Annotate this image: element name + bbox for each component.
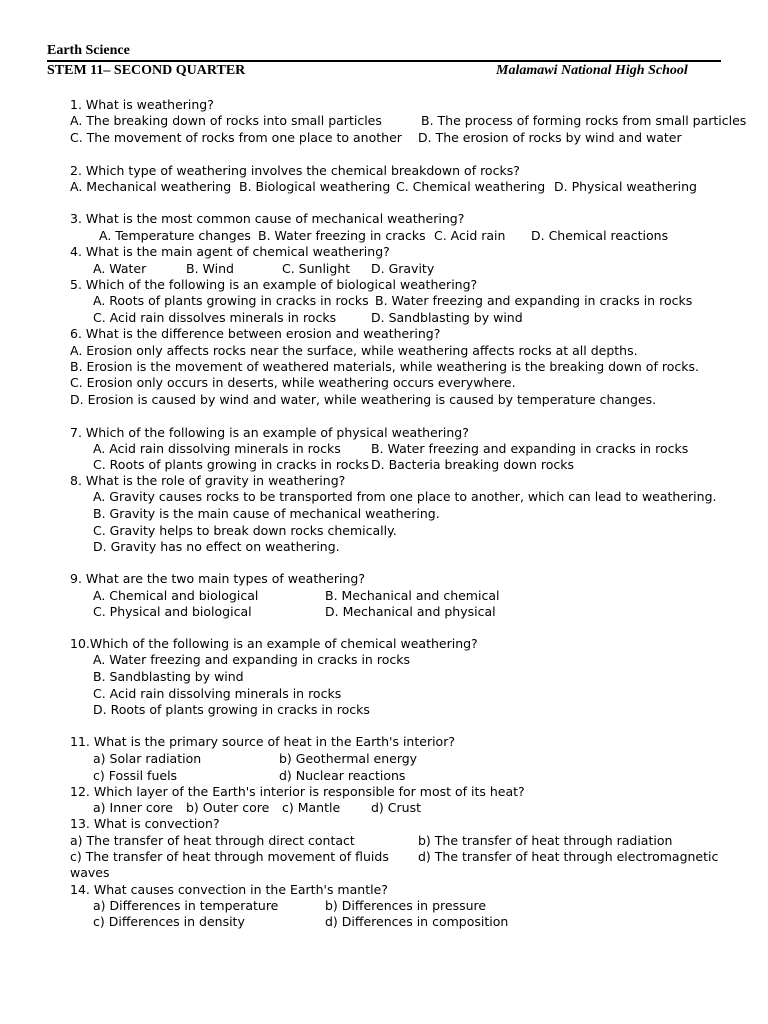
text-line: D. Gravity has no effect on weathering.	[93, 539, 340, 554]
text-line: b) Geothermal energy	[279, 751, 418, 766]
text-line: d) Nuclear reactions	[279, 768, 406, 783]
text-line: C. Gravity helps to break down rocks chemically.	[93, 523, 397, 538]
text-line: a) Differences in temperature	[93, 898, 279, 913]
text-line: D. The erosion of rocks by wind and water	[418, 130, 682, 145]
text-line: B. Sandblasting by wind	[93, 669, 244, 684]
text-line: A. Gravity causes rocks to be transported from one place to another, which can lead to weathering.	[93, 489, 717, 504]
text-line: 9. What are the two main types of weathering?	[70, 571, 365, 586]
text-line: A. The breaking down of rocks into small particles	[70, 113, 382, 128]
text-line: 3. What is the most common cause of mechanical weathering?	[70, 211, 465, 226]
text-line: D. Roots of plants growing in cracks in rocks	[93, 702, 370, 717]
school-name: Malamawi National High School	[496, 63, 688, 78]
text-line: B. The process of forming rocks from small particles	[421, 113, 747, 128]
text-line: A. Roots of plants growing in cracks in rocks	[93, 293, 369, 308]
text-line: C. Erosion only occurs in deserts, while weathering occurs everywhere.	[70, 375, 516, 390]
text-line: D. Gravity	[371, 261, 435, 276]
text-line: d) The transfer of heat through electromagnetic	[418, 849, 719, 864]
text-line: C. Sunlight	[282, 261, 351, 276]
text-line: b) The transfer of heat through radiation	[418, 833, 673, 848]
grade-quarter: STEM 11– SECOND QUARTER	[47, 63, 246, 78]
text-line: 14. What causes convection in the Earth's mantle?	[70, 882, 388, 897]
text-line: A. Erosion only affects rocks near the surface, while weathering affects rocks at all depths.	[70, 343, 638, 358]
text-line: 2. Which type of weathering involves the chemical breakdown of rocks?	[70, 163, 520, 178]
text-line: c) Fossil fuels	[93, 768, 178, 783]
text-line: d) Differences in composition	[325, 914, 509, 929]
text-line: B. Water freezing and expanding in cracks in rocks	[371, 441, 689, 456]
text-line: B. Wind	[186, 261, 234, 276]
text-line: 1. What is weathering?	[70, 97, 214, 112]
text-line: A. Acid rain dissolving minerals in rocks	[93, 441, 341, 456]
text-line: d) Crust	[371, 800, 421, 815]
text-line: c) Differences in density	[93, 914, 245, 929]
text-line: 4. What is the main agent of chemical weathering?	[70, 244, 390, 259]
text-line: B. Mechanical and chemical	[325, 588, 500, 603]
text-line: 11. What is the primary source of heat in the Earth's interior?	[70, 734, 455, 749]
text-line: B. Erosion is the movement of weathered materials, while weathering is the breaking down of rocks.	[70, 359, 699, 374]
text-line: 12. Which layer of the Earth's interior is responsible for most of its heat?	[70, 784, 525, 799]
text-line: A. Temperature changes	[99, 228, 251, 243]
text-line: A. Water	[93, 261, 147, 276]
text-line: D. Chemical reactions	[531, 228, 669, 243]
text-line: waves	[70, 865, 110, 880]
text-line: C. Chemical weathering	[396, 179, 546, 194]
text-line: 10.Which of the following is an example of chemical weathering?	[70, 636, 478, 651]
text-line: A. Mechanical weathering	[70, 179, 232, 194]
text-line: b) Differences in pressure	[325, 898, 487, 913]
text-line: c) The transfer of heat through movement of fluids	[70, 849, 389, 864]
text-line: a) Inner core	[93, 800, 173, 815]
text-line: a) The transfer of heat through direct contact	[70, 833, 355, 848]
text-line: C. The movement of rocks from one place to another	[70, 130, 402, 145]
text-line: C. Acid rain dissolving minerals in rocks	[93, 686, 342, 701]
text-line: 8. What is the role of gravity in weathering?	[70, 473, 346, 488]
text-line: 6. What is the difference between erosion and weathering?	[70, 326, 441, 341]
text-line: 7. Which of the following is an example of physical weathering?	[70, 425, 469, 440]
text-line: D. Physical weathering	[554, 179, 697, 194]
text-line: D. Bacteria breaking down rocks	[371, 457, 575, 472]
text-line: C. Acid rain dissolves minerals in rocks	[93, 310, 337, 325]
text-line: 5. Which of the following is an example of biological weathering?	[70, 277, 478, 292]
text-line: D. Mechanical and physical	[325, 604, 496, 619]
text-line: C. Roots of plants growing in cracks in rocks	[93, 457, 369, 472]
text-line: B. Biological weathering	[239, 179, 391, 194]
text-line: D. Erosion is caused by wind and water, while weathering is caused by temperature changes.	[70, 392, 657, 407]
text-line: 13. What is convection?	[70, 816, 220, 831]
text-line: D. Sandblasting by wind	[371, 310, 523, 325]
text-line: c) Mantle	[282, 800, 341, 815]
text-line: b) Outer core	[186, 800, 270, 815]
text-line: A. Chemical and biological	[93, 588, 259, 603]
text-line: B. Water freezing and expanding in cracks in rocks	[375, 293, 693, 308]
text-line: C. Physical and biological	[93, 604, 252, 619]
header-divider	[47, 60, 721, 62]
text-line: C. Acid rain	[434, 228, 506, 243]
text-line: A. Water freezing and expanding in cracks in rocks	[93, 652, 410, 667]
text-line: B. Water freezing in cracks	[258, 228, 426, 243]
text-line: a) Solar radiation	[93, 751, 202, 766]
text-line: B. Gravity is the main cause of mechanical weathering.	[93, 506, 440, 521]
subject-title: Earth Science	[47, 43, 130, 58]
